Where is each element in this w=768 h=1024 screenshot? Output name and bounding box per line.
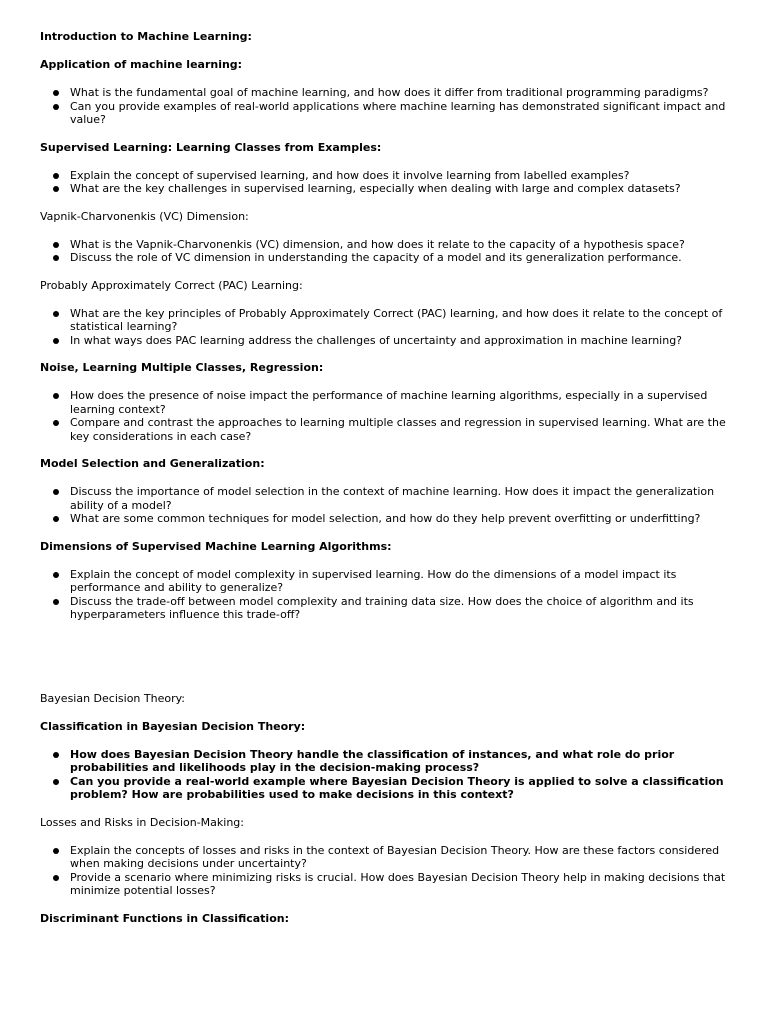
question-text: What is the fundamental goal of machine learning, and how does it differ from traditional programming paradigms?	[70, 86, 709, 99]
question-list	[40, 238, 740, 265]
section-supervised-learning	[40, 141, 740, 196]
bullet-icon	[53, 104, 59, 110]
section-heading: Discriminant Functions in Classification:	[40, 911, 289, 925]
question-text: What are the key principles of Probably Approximately Correct (PAC) learning, and how does it relate to the concept of statistical learning?	[70, 306, 723, 333]
question-text: What are some common techniques for model selection, and how do they help prevent overfitting or underfitting?	[70, 512, 701, 525]
bullet-icon	[53, 186, 59, 192]
bullet-icon	[53, 572, 59, 578]
section-bayesian-classification	[40, 720, 740, 802]
list-item	[40, 844, 730, 871]
bullet-icon	[53, 599, 59, 605]
question-list	[40, 389, 740, 443]
list-item	[40, 775, 730, 802]
bullet-icon	[53, 90, 59, 96]
question-text: Explain the concepts of losses and risks in the context of Bayesian Decision Theory. How are these factors considered when making decisions under uncertainty?	[70, 843, 720, 870]
bullet-icon	[53, 242, 59, 248]
question-list	[40, 844, 740, 898]
section-heading: Classification in Bayesian Decision Theory:	[40, 719, 306, 733]
section-losses-risks	[40, 816, 740, 898]
question-list	[40, 568, 740, 622]
section-noise-regression	[40, 361, 740, 443]
question-text: What are the key challenges in supervised learning, especially when dealing with large and complex datasets?	[70, 182, 681, 195]
list-item	[40, 169, 730, 183]
list-item	[40, 307, 730, 334]
question-text: Explain the concept of model complexity in supervised learning. How do the dimensions of a model impact its performance and ability to generalize?	[70, 567, 677, 594]
question-list	[40, 307, 740, 348]
bullet-icon	[53, 255, 59, 261]
section-heading: Dimensions of Supervised Machine Learning Algorithms:	[40, 539, 392, 553]
section-heading: Vapnik-Charvonenkis (VC) Dimension:	[40, 209, 249, 223]
list-item	[40, 238, 730, 252]
bullet-icon	[53, 516, 59, 522]
bullet-icon	[53, 875, 59, 881]
bullet-icon	[53, 393, 59, 399]
section-discriminant-functions	[40, 912, 740, 926]
list-item	[40, 100, 730, 127]
question-list	[40, 86, 740, 127]
question-text: Discuss the importance of model selection in the context of machine learning. How does it impact the generalization ability of a model?	[70, 485, 715, 512]
bullet-icon	[53, 311, 59, 317]
section-model-selection	[40, 457, 740, 526]
question-list	[40, 485, 740, 526]
question-text: How does the presence of noise impact the performance of machine learning algorithms, especially in a supervised learning context?	[70, 389, 708, 416]
bullet-icon	[53, 420, 59, 426]
question-text: Provide a scenario where minimizing risks is crucial. How does Bayesian Decision Theory help in making decisions that minimize potential losses?	[70, 870, 726, 897]
list-item	[40, 512, 730, 526]
list-item	[40, 86, 730, 100]
question-text: Discuss the trade-off between model complexity and training data size. How does the choice of algorithm and its hyperparameters influence this trade-off?	[70, 594, 694, 621]
section-heading: Application of machine learning:	[40, 58, 243, 71]
bullet-icon	[53, 779, 59, 785]
question-text: Explain the concept of supervised learning, and how does it involve learning from labelled examples?	[70, 168, 630, 182]
list-item	[40, 389, 730, 416]
list-item	[40, 334, 730, 348]
question-text: In what ways does PAC learning address the challenges of uncertainty and approximation in machine learning?	[70, 333, 683, 347]
question-text: How does Bayesian Decision Theory handle the classification of instances, and what role do prior probabilities and likelihoods play in the decision-making process?	[70, 747, 675, 774]
document-title: Introduction to Machine Learning:	[40, 30, 252, 43]
section-application	[40, 58, 740, 127]
list-item	[40, 595, 730, 622]
question-text: Discuss the role of VC dimension in understanding the capacity of a model and its generalization performance.	[70, 251, 682, 264]
document-page	[40, 30, 740, 926]
list-item	[40, 568, 730, 595]
section-pac-learning	[40, 279, 740, 348]
list-item	[40, 416, 730, 443]
list-item	[40, 485, 730, 512]
bullet-icon	[53, 848, 59, 854]
section-heading: Supervised Learning: Learning Classes from Examples:	[40, 140, 382, 154]
list-item	[40, 251, 730, 265]
bullet-icon	[53, 752, 59, 758]
bullet-icon	[53, 173, 59, 179]
section-dimensions	[40, 540, 740, 622]
question-text: Can you provide examples of real-world applications where machine learning has demonstrated significant impact and value?	[70, 99, 726, 126]
question-list	[40, 169, 740, 196]
question-text: Can you provide a real-world example where Bayesian Decision Theory is applied to solve a classification problem? How are probabilities used to make decisions in this context?	[70, 774, 724, 801]
section-vc-dimension	[40, 210, 740, 265]
part2-title: Bayesian Decision Theory:	[40, 691, 186, 705]
question-list	[40, 748, 740, 802]
section-heading: Model Selection and Generalization:	[40, 457, 265, 470]
bullet-icon	[53, 338, 59, 344]
section-heading: Probably Approximately Correct (PAC) Learning:	[40, 278, 303, 292]
section-heading: Losses and Risks in Decision-Making:	[40, 815, 244, 829]
bullet-icon	[53, 489, 59, 495]
question-text: Compare and contrast the approaches to learning multiple classes and regression in supervised learning. What are the key considerations in each case?	[70, 416, 726, 443]
section-heading: Noise, Learning Multiple Classes, Regression:	[40, 361, 324, 374]
list-item	[40, 748, 730, 775]
list-item	[40, 871, 730, 898]
list-item	[40, 182, 730, 196]
question-text: What is the Vapnik-Charvonenkis (VC) dimension, and how does it relate to the capacity of a hypothesis space?	[70, 237, 685, 251]
